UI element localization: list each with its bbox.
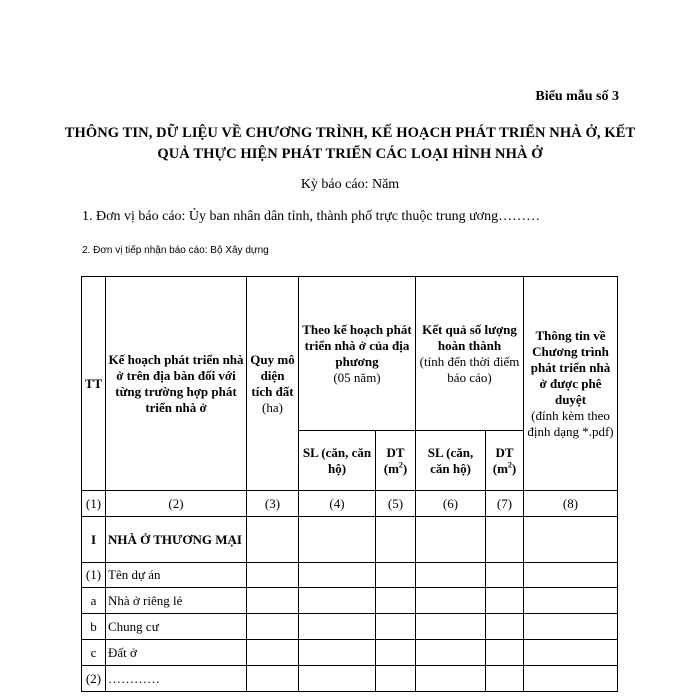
dt-close: ): [511, 460, 517, 476]
row-tt: c: [82, 640, 106, 666]
cell: [247, 563, 299, 588]
cell: [416, 640, 486, 666]
header-dt-result: [486, 431, 524, 491]
col-number: (4): [299, 491, 376, 517]
cell: [524, 563, 618, 588]
document-title: THÔNG TIN, DỮ LIỆU VỀ CHƯƠNG TRÌNH, KẾ HOẠCH PHÁT TRIỂN NHÀ Ở, KẾT QUẢ THỰC HIỆN PHÁT TRIỂN CÁC LOẠI HÌNH NHÀ Ở: [64, 125, 636, 162]
row-tt: b: [82, 614, 106, 640]
reporting-unit: 1. Đơn vị báo cáo: Ủy ban nhân dân tỉnh, thành phố trực thuộc trung ương………: [82, 209, 541, 224]
dt-close: ): [402, 460, 408, 476]
dt-label: DT (m: [492, 444, 514, 476]
cell: [299, 517, 376, 563]
header-local-plan: [299, 277, 416, 431]
cell: [247, 588, 299, 614]
col-number: (3): [247, 491, 299, 517]
row-tt: a: [82, 588, 106, 614]
header-local-plan-note: (05 năm): [333, 369, 381, 385]
table-row: [82, 588, 618, 614]
report-table: [81, 276, 618, 692]
cell: [376, 640, 416, 666]
dt-sup: 2: [507, 460, 512, 470]
header-scale-label: Quy mô diện tích đất: [250, 351, 295, 399]
dt-label: DT (m: [383, 444, 405, 476]
table-row: [82, 614, 618, 640]
row-label: …………: [106, 666, 247, 692]
row-label: NHÀ Ở THƯƠNG MẠI: [106, 517, 247, 563]
cell: [524, 666, 618, 692]
row-tt: I: [82, 517, 106, 563]
table-row: [82, 666, 618, 692]
row-label: Chung cư: [106, 614, 247, 640]
table-row: [82, 563, 618, 588]
table-row: [82, 640, 618, 666]
cell: [524, 640, 618, 666]
header-plan: Kế hoạch phát triển nhà ở trên địa bàn đối với từng trường hợp phát triển nhà ở: [106, 277, 247, 491]
col-number: (5): [376, 491, 416, 517]
cell: [524, 614, 618, 640]
cell: [299, 614, 376, 640]
header-result: [416, 277, 524, 431]
cell: [416, 517, 486, 563]
cell: [416, 563, 486, 588]
cell: [247, 666, 299, 692]
cell: [486, 517, 524, 563]
cell: [416, 666, 486, 692]
cell: [247, 614, 299, 640]
header-program-note: (đính kèm theo định dạng *.pdf): [527, 407, 614, 439]
cell: [376, 614, 416, 640]
header-row-1: [82, 277, 618, 431]
col-number: (7): [486, 491, 524, 517]
header-result-note: (tính đến thời điểm báo cáo): [419, 353, 520, 385]
cell: [486, 666, 524, 692]
cell: [416, 588, 486, 614]
cell: [486, 614, 524, 640]
cell: [247, 640, 299, 666]
cell: [299, 640, 376, 666]
cell: [299, 563, 376, 588]
form-number: Biểu mẫu số 3: [535, 89, 619, 104]
cell: [247, 517, 299, 563]
dt-sup: 2: [398, 460, 403, 470]
cell: [299, 666, 376, 692]
cell: [524, 517, 618, 563]
col-number: (6): [416, 491, 486, 517]
col-number: (1): [82, 491, 106, 517]
cell: [524, 588, 618, 614]
row-tt: (1): [82, 563, 106, 588]
cell: [486, 588, 524, 614]
header-local-plan-label: Theo kế hoạch phát triển nhà ở của địa phương: [302, 321, 412, 369]
column-number-row: [82, 491, 618, 517]
col-number: (8): [524, 491, 618, 517]
header-program-label: Thông tin về Chương trình phát triển nhà ở được phê duyệt: [530, 327, 611, 407]
header-program: [524, 277, 618, 491]
row-label: Tên dự án: [106, 563, 247, 588]
header-scale: [247, 277, 299, 491]
cell: [486, 563, 524, 588]
cell: [376, 517, 416, 563]
row-tt: (2): [82, 666, 106, 692]
receiving-unit: 2. Đơn vị tiếp nhận báo cáo: Bộ Xây dựng: [82, 245, 269, 256]
cell: [376, 563, 416, 588]
cell: [486, 640, 524, 666]
header-sl-result: SL (căn, căn hộ): [416, 431, 486, 491]
cell: [416, 614, 486, 640]
header-sl-plan: SL (căn, căn hộ): [299, 431, 376, 491]
cell: [376, 666, 416, 692]
row-label: Đất ở: [106, 640, 247, 666]
header-tt: TT: [82, 277, 106, 491]
table-row: [82, 517, 618, 563]
header-dt-plan: [376, 431, 416, 491]
col-number: (2): [106, 491, 247, 517]
report-period: Kỳ báo cáo: Năm: [300, 177, 400, 192]
cell: [299, 588, 376, 614]
row-label: Nhà ở riêng lẻ: [106, 588, 247, 614]
header-result-label: Kết quả số lượng hoàn thành: [422, 321, 517, 353]
header-scale-unit: (ha): [262, 399, 283, 415]
cell: [376, 588, 416, 614]
